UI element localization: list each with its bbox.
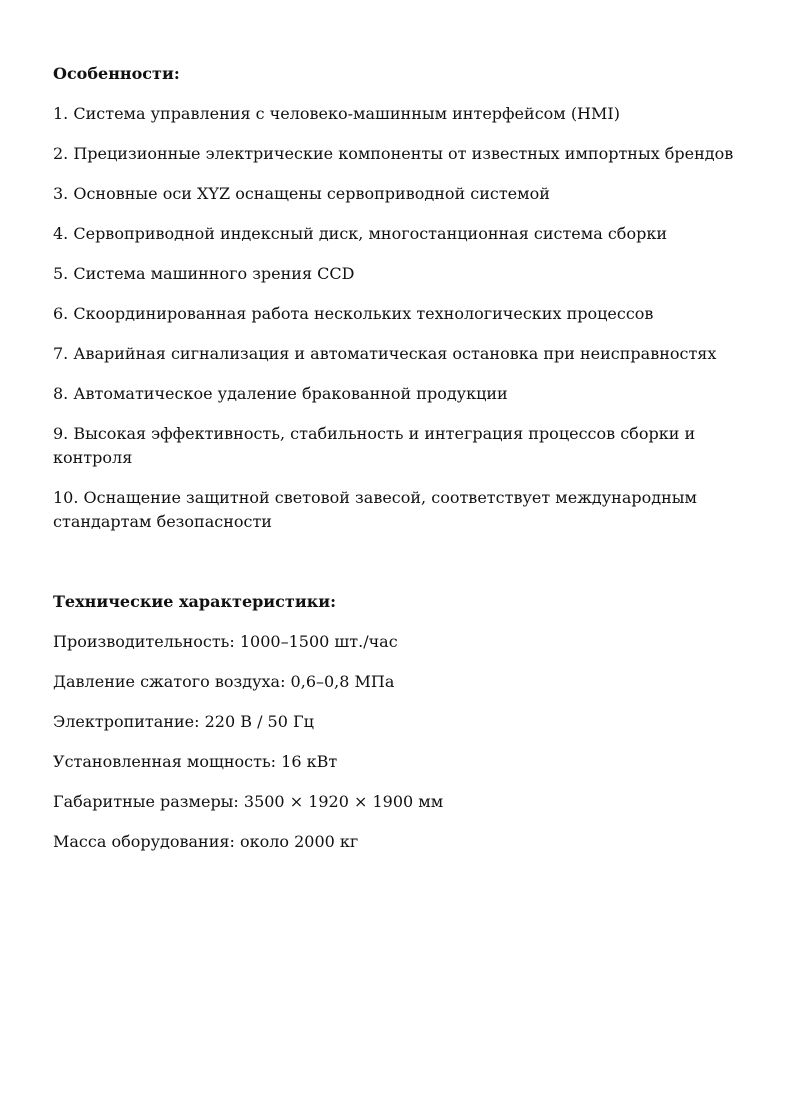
feature-item: 5. Система машинного зрения CCD	[53, 264, 355, 283]
spec-item: Габаритные размеры: 3500 × 1920 × 1900 мм	[53, 792, 444, 811]
section-spacer	[53, 550, 763, 590]
spec-item: Давление сжатого воздуха: 0,6–0,8 МПа	[53, 672, 395, 691]
feature-item: 9. Высокая эффективность, стабильность и интеграция процессов сборки и контроля	[53, 424, 696, 467]
feature-item: 2. Прецизионные электрические компоненты от известных импортных брендов	[53, 144, 734, 163]
spec-item: Электропитание: 220 В / 50 Гц	[53, 712, 314, 731]
features-heading: Особенности:	[53, 64, 180, 83]
feature-item: 8. Автоматическое удаление бракованной продукции	[53, 384, 508, 403]
feature-item: 4. Сервоприводной индексный диск, многостанционная система сборки	[53, 224, 667, 243]
feature-item: 1. Система управления с человеко-машинным интерфейсом (HMI)	[53, 104, 620, 123]
specs-heading: Технические характеристики:	[53, 592, 337, 611]
spec-item: Установленная мощность: 16 кВт	[53, 752, 338, 771]
feature-item: 3. Основные оси XYZ оснащены сервоприводной системой	[53, 184, 550, 203]
feature-item: 10. Оснащение защитной световой завесой, соответствует международным стандартам безопасности	[53, 488, 697, 531]
feature-item: 6. Скоординированная работа нескольких технологических процессов	[53, 304, 654, 323]
feature-item: 7. Аварийная сигнализация и автоматическая остановка при неисправностях	[53, 344, 717, 363]
spec-item: Масса оборудования: около 2000 кг	[53, 832, 359, 851]
document-page	[53, 62, 763, 870]
spec-item: Производительность: 1000–1500 шт./час	[53, 632, 398, 651]
